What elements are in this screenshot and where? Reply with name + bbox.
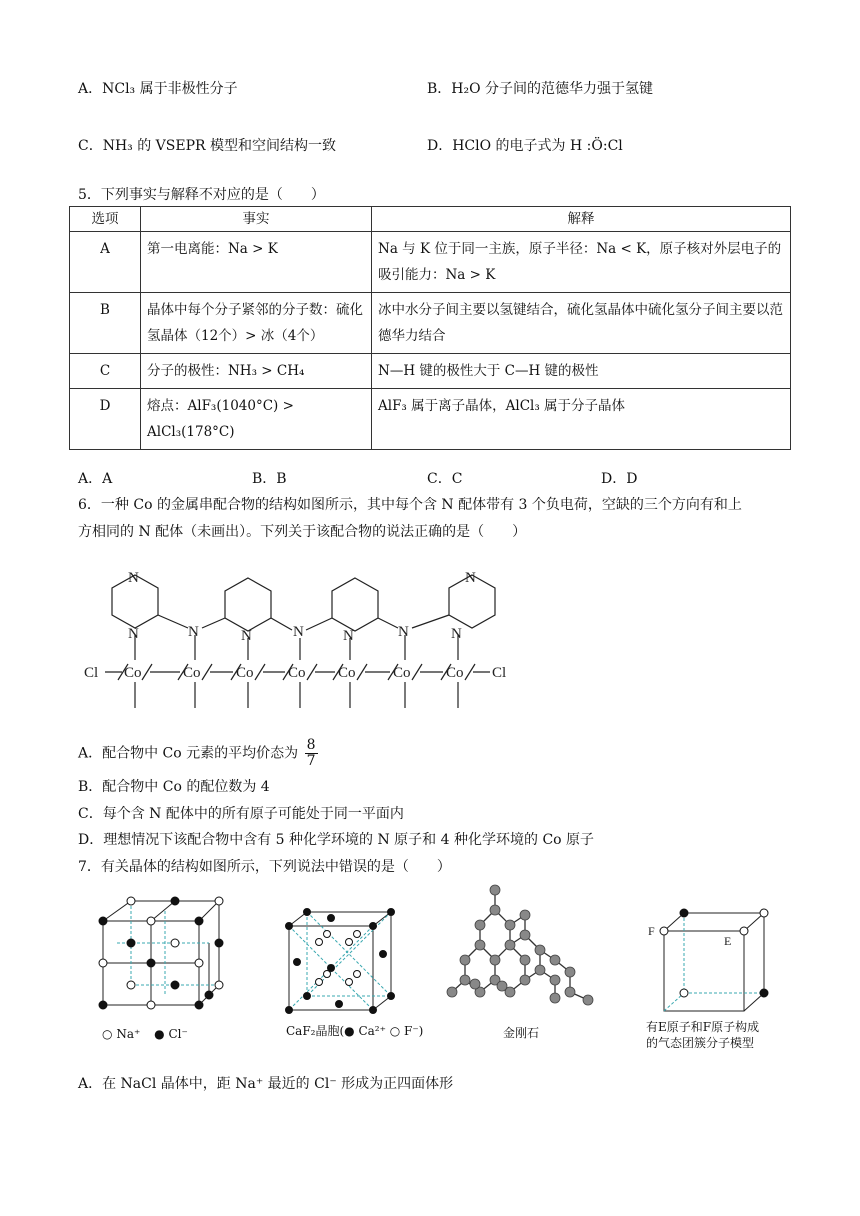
co-chain-structure-figure — [80, 560, 520, 720]
q4-option-d — [427, 135, 623, 155]
row-reason: AlF₃ 属于离子晶体，AlCl₃ 属于分子晶体 — [372, 389, 791, 450]
hclo-electron-formula: H :Ö:Cl — [570, 138, 623, 154]
q4-option-d-text: D．HClO 的电子式为 — [427, 138, 566, 154]
atom-label-n: N — [465, 570, 476, 586]
ef-caption-line2: 的气态团簇分子模型 — [646, 1036, 755, 1050]
q6-option-c: C．每个含 N 配体中的所有原子可能处于同一平面内 — [78, 806, 404, 822]
atom-label-co: Co — [393, 665, 411, 681]
fraction-denominator: 7 — [306, 753, 316, 769]
ef-caption-line1: 有E原子和F原子构成 — [646, 1020, 760, 1034]
ef-cluster-caption — [646, 1019, 759, 1051]
atom-label-e: E — [724, 934, 732, 948]
table-row — [70, 389, 791, 450]
caf2-crystal-figure — [283, 908, 398, 1016]
q4-option-b: B．H₂O 分子间的范德华力强于氢键 — [427, 81, 654, 97]
atom-label-co: Co — [183, 665, 201, 681]
row-reason: N—H 键的极性大于 C—H 键的极性 — [372, 354, 791, 389]
atom-label-n: N — [398, 624, 409, 640]
row-option: B — [70, 293, 141, 354]
fraction-numerator: 8 — [306, 737, 316, 753]
nacl-legend — [102, 1027, 188, 1041]
cl-ion-legend: Cl⁻ — [168, 1027, 188, 1041]
q4-option-c: C．NH₃ 的 VSEPR 模型和空间结构一致 — [78, 138, 337, 154]
row-reason: 冰中水分子间主要以氢键结合，硫化氢晶体中硫化氢分子间主要以范德华力结合 — [372, 293, 791, 354]
row-fact: 晶体中每个分子紧邻的分子数：硫化氢晶体（12个）> 冰（4个） — [141, 293, 372, 354]
row-fact: 熔点：AlF₃(1040°C) > AlCl₃(178°C) — [141, 389, 372, 450]
row-fact: 分子的极性：NH₃ > CH₄ — [141, 354, 372, 389]
q5-answer-c: C．C — [427, 471, 463, 487]
cl-ion-legend-icon: ● — [154, 1027, 165, 1041]
q5-answer-a: A．A — [78, 471, 113, 487]
diamond-structure-figure — [440, 880, 610, 1022]
q5-table — [69, 206, 791, 450]
atom-label-cl: Cl — [84, 665, 99, 681]
diamond-caption: 金刚石 — [503, 1026, 540, 1040]
atom-label-n: N — [451, 626, 462, 642]
atom-label-n: N — [293, 624, 304, 640]
q7-option-a: A．在 NaCl 晶体中，距 Na⁺ 最近的 Cl⁻ 形成为正四面体形 — [78, 1076, 454, 1092]
atom-label-n: N — [343, 628, 354, 644]
ef-cluster-figure — [646, 905, 776, 1017]
q6-stem-line2: 方相同的 N 配体（未画出）。下列关于该配合物的说法正确的是（ ） — [78, 524, 527, 540]
atom-label-co: Co — [338, 665, 356, 681]
atom-label-f: F — [648, 924, 655, 938]
na-ion-legend: Na⁺ — [116, 1027, 141, 1041]
atom-label-n: N — [241, 628, 252, 644]
table-row — [70, 354, 791, 389]
table-row — [70, 232, 791, 293]
atom-label-n: N — [128, 570, 139, 586]
atom-label-co: Co — [236, 665, 254, 681]
atom-label-n: N — [188, 624, 199, 640]
q6-stem-line1: 6．一种 Co 的金属串配合物的结构如图所示，其中每个含 N 配体带有 3 个负电荷，空缺的三个方向有和上 — [78, 497, 742, 513]
row-fact: 第一电离能：Na > K — [141, 232, 372, 293]
q6-option-d: D．理想情况下该配合物中含有 5 种化学环境的 N 原子和 4 种化学环境的 Co 原子 — [78, 832, 595, 848]
q4-option-a: A．NCl₃ 属于非极性分子 — [78, 81, 238, 97]
q5-answer-d: D．D — [601, 471, 638, 487]
caf2-caption: CaF₂晶胞(● Ca²⁺ ○ F⁻) — [286, 1024, 424, 1038]
atom-label-co: Co — [288, 665, 306, 681]
table-row — [70, 293, 791, 354]
atom-label-n: N — [128, 626, 139, 642]
atom-label-cl: Cl — [492, 665, 507, 681]
q6-option-b: B．配合物中 Co 的配位数为 4 — [78, 779, 270, 795]
q5-stem: 5．下列事实与解释不对应的是（ ） — [78, 187, 325, 203]
na-ion-legend-icon: ○ — [102, 1027, 113, 1041]
q7-stem: 7．有关晶体的结构如图所示，下列说法中错误的是（ ） — [78, 859, 451, 875]
atom-label-co: Co — [124, 665, 142, 681]
nacl-crystal-figure — [95, 893, 235, 1023]
q6-option-a — [78, 738, 318, 769]
q5-answer-b: B．B — [252, 471, 287, 487]
header-option: 选项 — [70, 207, 141, 232]
header-fact: 事实 — [141, 207, 372, 232]
fraction — [305, 738, 318, 769]
row-reason: Na 与 K 位于同一主族，原子半径：Na < K，原子核对外层电子的吸引能力：Na > K — [372, 232, 791, 293]
header-reason: 解释 — [372, 207, 791, 232]
table-header-row — [70, 207, 791, 232]
row-option: D — [70, 389, 141, 450]
row-option: C — [70, 354, 141, 389]
q6-option-a-text: A．配合物中 Co 元素的平均价态为 — [78, 745, 299, 762]
row-option: A — [70, 232, 141, 293]
atom-label-co: Co — [446, 665, 464, 681]
